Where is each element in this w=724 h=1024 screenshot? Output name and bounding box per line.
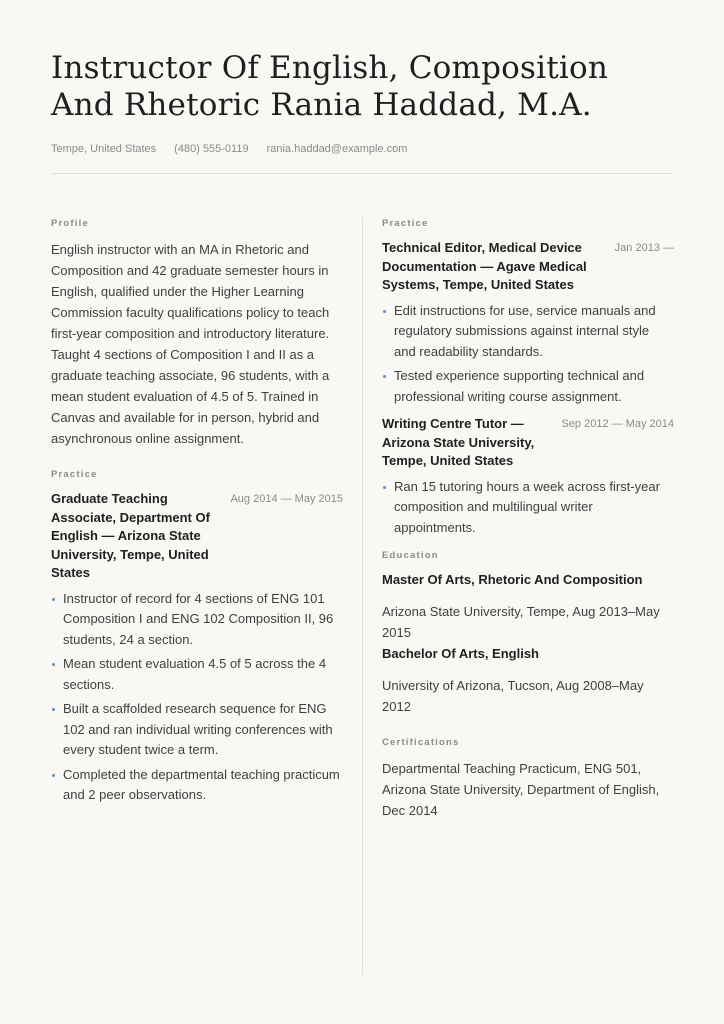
degree-title: Master Of Arts, Rhetoric And Composition — [382, 572, 643, 587]
job-entry — [51, 490, 343, 806]
job-header — [51, 490, 343, 583]
email: rania.haddad@example.com — [266, 143, 408, 155]
job-bullets — [382, 301, 674, 408]
job-date: Jan 2013 — — [614, 242, 674, 254]
section-label-certifications: Certifications — [382, 737, 460, 748]
column-divider — [362, 217, 363, 975]
section-label-practice: Practice — [382, 218, 429, 229]
job-header — [382, 415, 674, 471]
job-title: Writing Centre Tutor — Arizona State University, Tempe, United States — [382, 416, 535, 468]
phone: (480) 555-0119 — [174, 143, 249, 155]
job-title: Technical Editor, Medical Device Documentation — Agave Medical Systems, Tempe, United States — [382, 240, 587, 292]
header-divider — [51, 173, 673, 174]
education-item — [382, 571, 674, 643]
right-column — [382, 218, 674, 821]
bullet-item: Completed the departmental teaching practicum and 2 peer observations. — [51, 765, 343, 806]
certification-text: Departmental Teaching Practicum, ENG 501, Arizona State University, Department of English, Dec 2014 — [382, 761, 660, 818]
profile-text: English instructor with an MA in Rhetoric and Composition and 42 graduate semester hours in English, qualified under the Higher Learning Commission faculty qualifications policy to teach first-year composition and introductory literature. Taught 4 sections of Composition I and II as a graduate teaching associate, 96 students, with a mean student evaluation of 4.5 of 5. Trained in Canvas and available for in person, hybrid and asynchronous online assignment. — [51, 242, 330, 446]
candidate-name: Instructor Of English, Composition And Rhetoric Rania Haddad, M.A. — [51, 50, 609, 123]
practice-section-right — [382, 218, 674, 538]
section-label-profile: Profile — [51, 218, 89, 229]
bullet-item: Built a scaffolded research sequence for ENG 102 and ran individual writing conferences with every student twice a term. — [51, 699, 343, 761]
job-bullets — [51, 589, 343, 806]
bullet-item: Ran 15 tutoring hours a week across first-year composition and multilingual writer appointments. — [382, 477, 674, 539]
bullet-item: Tested experience supporting technical and professional writing course assignment. — [382, 366, 674, 407]
profile-section — [51, 218, 343, 449]
education-section — [382, 550, 674, 717]
job-entry — [382, 239, 674, 407]
job-date: Aug 2014 — May 2015 — [230, 493, 343, 505]
job-title: Graduate Teaching Associate, Department Of English — Arizona State University, Tempe, United States — [51, 491, 210, 580]
degree-title: Bachelor Of Arts, English — [382, 646, 539, 661]
job-entry — [382, 415, 674, 538]
education-item — [382, 645, 674, 717]
section-label-education: Education — [382, 550, 439, 561]
job-date: Sep 2012 — May 2014 — [561, 418, 674, 430]
certifications-section — [382, 737, 674, 821]
location: Tempe, United States — [51, 143, 157, 155]
job-bullets — [382, 477, 674, 539]
left-column — [51, 218, 343, 810]
bullet-item: Edit instructions for use, service manuals and regulatory submissions against internal style and readability standards. — [382, 301, 674, 363]
job-header — [382, 239, 674, 295]
degree-detail: Arizona State University, Tempe, Aug 2013–May 2015 — [382, 604, 660, 640]
bullet-item: Instructor of record for 4 sections of ENG 101 Composition I and ENG 102 Composition II, 96 students, 24 a section. — [51, 589, 343, 651]
resume-header — [51, 50, 673, 155]
contact-line — [51, 143, 673, 155]
section-label-practice: Practice — [51, 469, 98, 480]
practice-section-left — [51, 469, 343, 806]
bullet-item: Mean student evaluation 4.5 of 5 across the 4 sections. — [51, 654, 343, 695]
degree-detail: University of Arizona, Tucson, Aug 2008–May 2012 — [382, 678, 644, 714]
